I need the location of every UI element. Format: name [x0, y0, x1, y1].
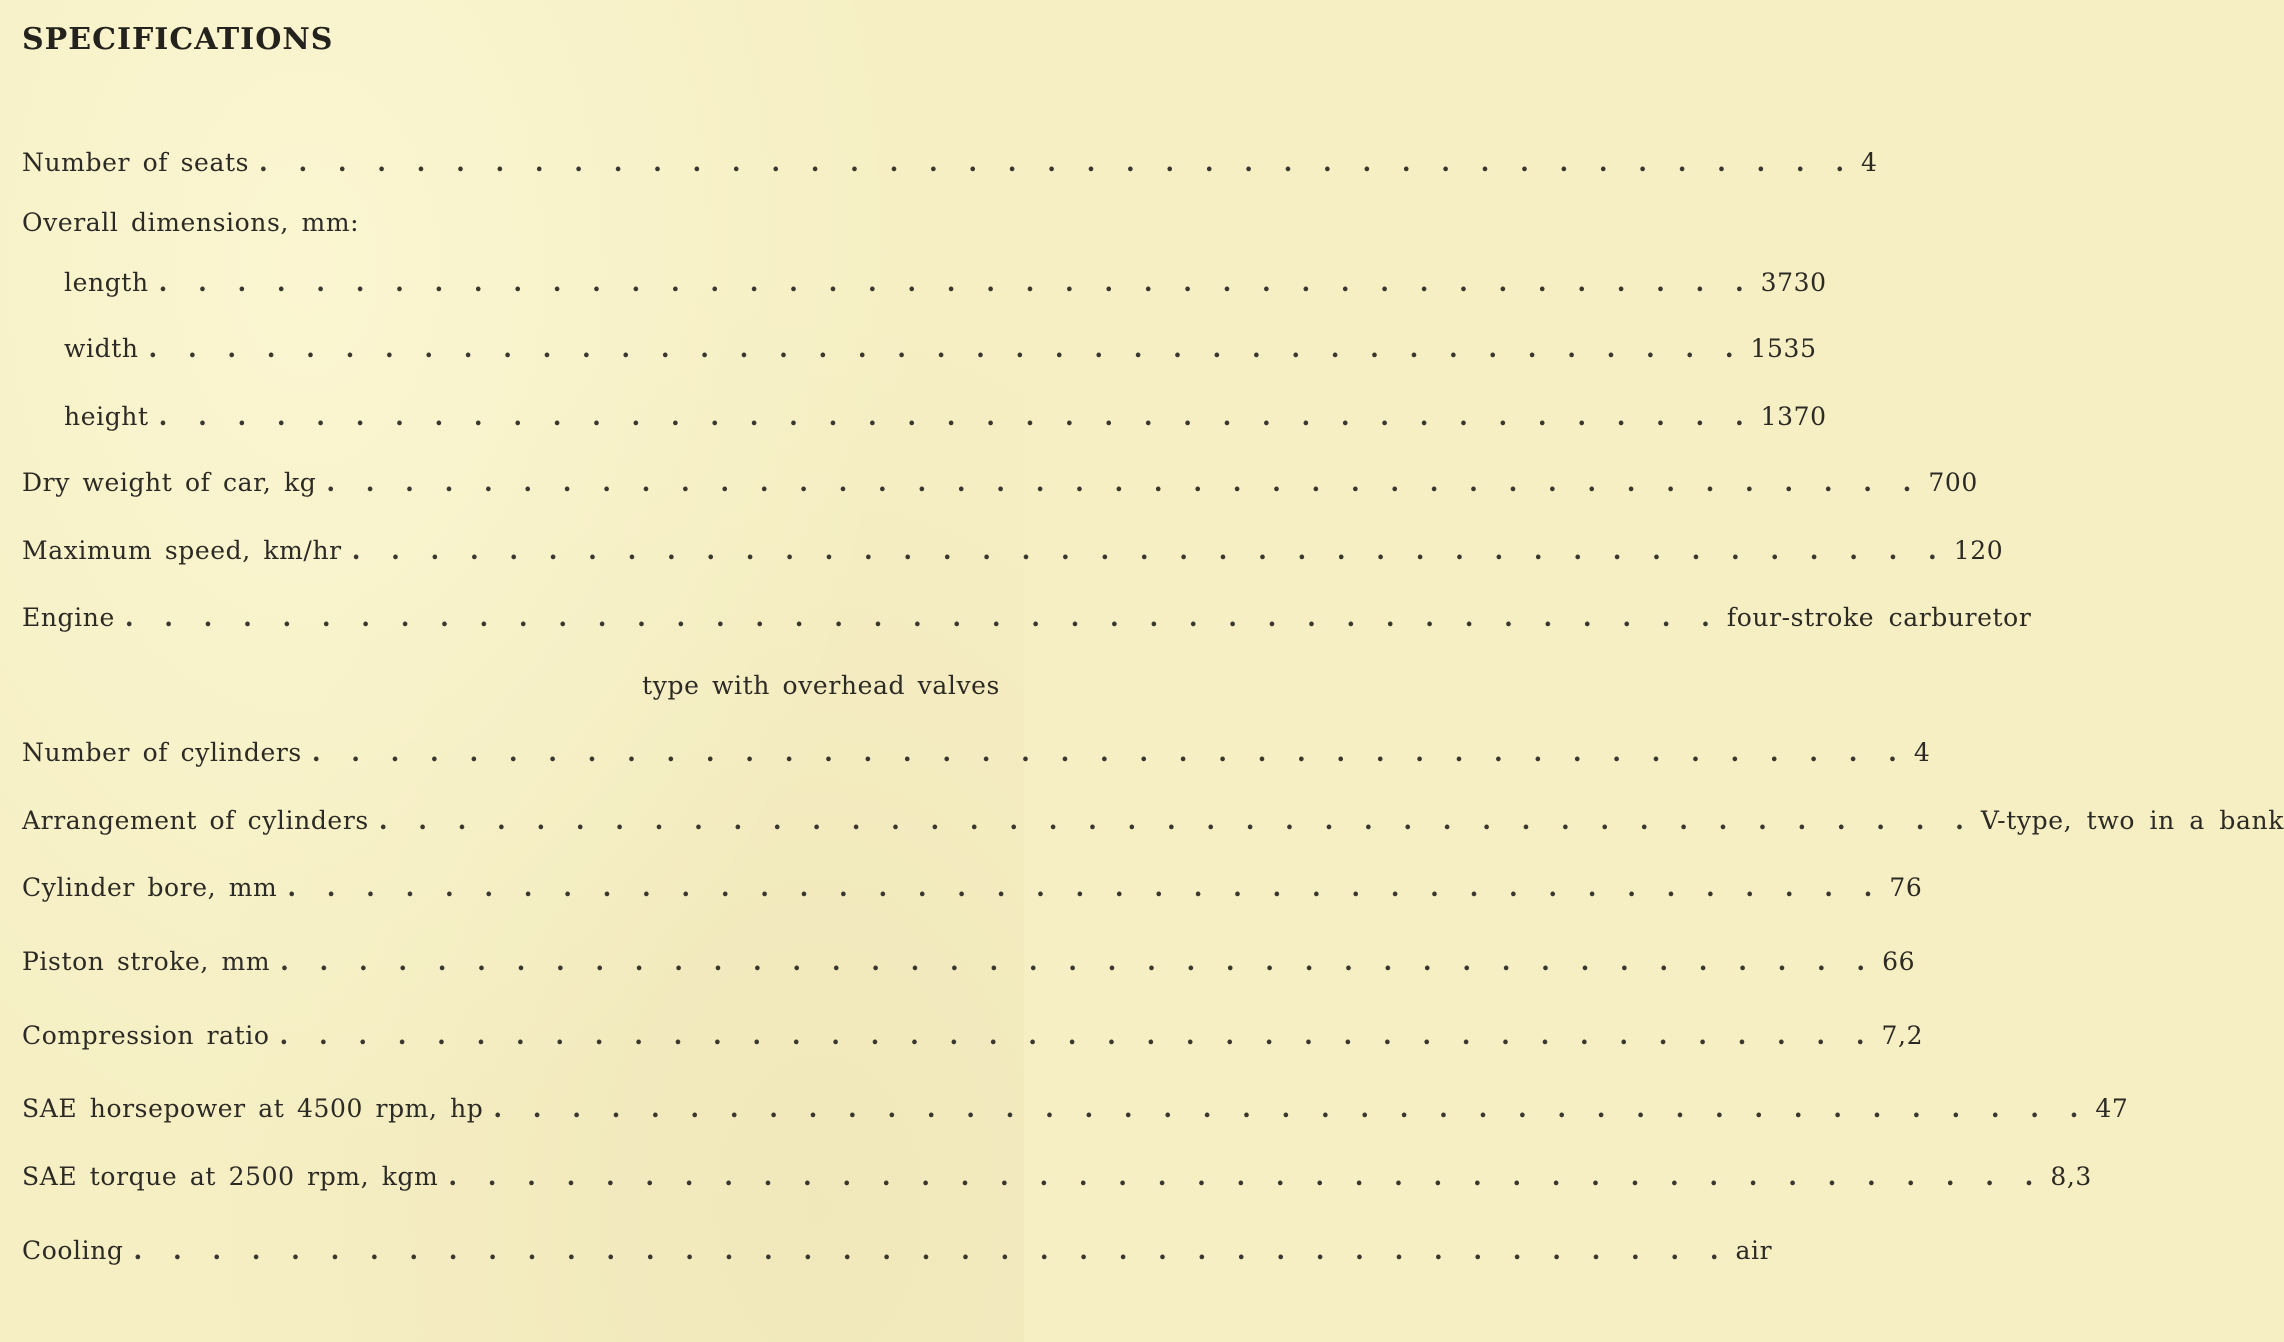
dot-leader: . . . . . . . . . . . . . . . . . . . . . . . . . . . . . . . . . . . . . . . . .: [124, 603, 1721, 632]
spec-value: 66: [1882, 947, 1916, 976]
spec-label: Maximum speed, km/hr: [22, 536, 342, 565]
dot-leader: . . . . . . . . . . . . . . . . . . . . . . . . . . . . . . . . . . . . . . . . .: [259, 148, 1856, 177]
dot-leader: . . . . . . . . . . . . . . . . . . . . . . . . . . . . . . . . . . . . . . . . .: [158, 402, 1755, 431]
spec-label: Arrangement of cylinders: [22, 806, 369, 835]
spec-value: 7,2: [1881, 1021, 1924, 1050]
spec-value: 47: [2095, 1094, 2129, 1123]
spec-label: height: [64, 402, 149, 431]
dot-leader: . . . . . . . . . . . . . . . . . . . . . . . . . . . . . . . . . . . . . . . . .: [148, 334, 1745, 363]
spec-label: Piston stroke, mm: [22, 947, 271, 976]
spec-value: 3730: [1760, 268, 1827, 297]
spec-row-torque: [22, 1162, 2092, 1202]
spec-value: 8,3: [2050, 1162, 2092, 1191]
spec-label: Number of cylinders: [22, 738, 302, 767]
spec-row-compression: [22, 1021, 1924, 1061]
spec-value: 4: [1913, 738, 1931, 767]
spec-value: 700: [1928, 468, 1978, 497]
spec-row-engine: [22, 603, 2032, 643]
spec-value: 1535: [1750, 334, 1817, 363]
spec-label: Compression ratio: [22, 1021, 270, 1050]
spec-row-max-speed: [22, 536, 2004, 576]
dot-leader: . . . . . . . . . . . . . . . . . . . . . . . . . . . . . . . . . . . . . . . . .: [448, 1162, 2045, 1191]
spec-label: SAE torque at 2500 rpm, kgm: [22, 1162, 439, 1191]
spec-value: 76: [1889, 873, 1923, 902]
spec-value: air: [1735, 1236, 1773, 1265]
spec-row-cylinders: [22, 738, 1931, 778]
dot-leader: . . . . . . . . . . . . . . . . . . . . . . . . . . . . . . . . . . . . . . . . .: [287, 873, 1884, 902]
spec-value-continuation: type with overhead valves: [642, 671, 1000, 700]
spec-label: SAE horsepower at 4500 rpm, hp: [22, 1094, 484, 1123]
spec-row-seats: [22, 148, 1878, 188]
spec-label: Overall dimensions, mm:: [22, 208, 360, 237]
spec-row-stroke: [22, 947, 1916, 987]
spec-row-length: [64, 268, 1827, 308]
spec-row-cooling: [22, 1236, 1773, 1276]
spec-heading-dimensions: [22, 208, 1007, 248]
spec-value: four-stroke carburetor: [1726, 603, 2032, 632]
spec-label: Engine: [22, 603, 115, 632]
spec-label: length: [64, 268, 149, 297]
spec-row-arrangement: [22, 806, 2284, 846]
dot-leader: . . . . . . . . . . . . . . . . . . . . . . . . . . . . . . . . . . . . . . . . .: [279, 1021, 1876, 1050]
spec-value: 120: [1953, 536, 2004, 565]
spec-row-dry-weight: [22, 468, 1978, 508]
dot-leader: . . . . . . . . . . . . . . . . . . . . . . . . . . . . . . . . . . . . . . . . .: [158, 268, 1755, 297]
dot-leader: . . . . . . . . . . . . . . . . . . . . . . . . . . . . . . . . . . . . . . . . .: [133, 1236, 1730, 1265]
spec-label: Cylinder bore, mm: [22, 873, 278, 902]
spec-label: Dry weight of car, kg: [22, 468, 317, 497]
dot-leader: . . . . . . . . . . . . . . . . . . . . . . . . . . . . . . . . . . . . . . . . .: [280, 947, 1877, 976]
spec-label: Cooling: [22, 1236, 124, 1265]
spec-row-horsepower: [22, 1094, 2129, 1134]
page-title: SPECIFICATIONS: [22, 22, 334, 57]
dot-leader: . . . . . . . . . . . . . . . . . . . . . . . . . . . . . . . . . . . . . . . . .: [351, 536, 1948, 565]
dot-leader: . . . . . . . . . . . . . . . . . . . . . . . . . . . . . . . . . . . . . . . . .: [378, 806, 1975, 835]
spec-label: Number of seats: [22, 148, 250, 177]
spec-value: V-type, two in a bank: [1980, 806, 2284, 835]
dot-leader: . . . . . . . . . . . . . . . . . . . . . . . . . . . . . . . . . . . . . . . . .: [326, 468, 1923, 497]
spec-label: width: [64, 334, 139, 363]
spec-value: 4: [1861, 148, 1878, 177]
spec-row-bore: [22, 873, 1923, 913]
spec-value: 1370: [1760, 402, 1827, 431]
spec-row-width: [64, 334, 1817, 374]
spec-row-height: [64, 402, 1827, 442]
dot-leader: . . . . . . . . . . . . . . . . . . . . . . . . . . . . . . . . . . . . . . . . .: [311, 738, 1908, 767]
dot-leader: . . . . . . . . . . . . . . . . . . . . . . . . . . . . . . . . . . . . . . . . .: [493, 1094, 2090, 1123]
